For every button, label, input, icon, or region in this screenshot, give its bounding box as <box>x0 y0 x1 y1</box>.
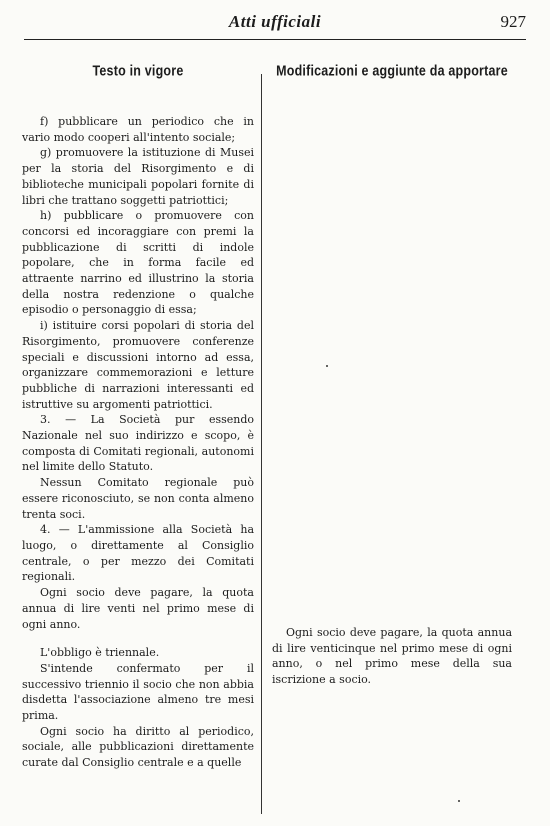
article-4: 4. — L'ammissione alla Società ha luogo, o direttamente al Consiglio centrale, o per mezzo dei Comitati regionali. <box>22 523 254 584</box>
article-4-fee-current: Ogni socio deve pagare, la quota annua di lire venti nel primo mese di ogni anno. <box>22 586 254 631</box>
running-title: Atti ufficiali <box>228 12 322 31</box>
print-speck <box>458 800 460 802</box>
article-3: 3. — La Società pur essendo Nazionale nel suo indirizzo e scopo, è composta di Comitati regionali, autonomi nel limite dello Statuto. <box>22 413 254 474</box>
header-rule <box>24 39 526 40</box>
clause-i: i) istituire corsi popolari di storia del Risorgimento, promuovere conferenze speciali e discussioni intorno ad essa, organizzare commemorazioni e letture pubbliche di narrazioni interessanti ed istruttive su argomenti patriottici. <box>22 319 254 411</box>
clause-f: f) pubblicare un periodico che in vario modo cooperi all'intento sociale; <box>22 115 254 144</box>
clause-g: g) promuovere la istituzione di Musei per la storia del Risorgimento e di biblioteche municipali popolari fornite di libri che trattano soggetti patriottici; <box>22 146 254 207</box>
left-column-heading: Testo in vigore <box>92 62 184 80</box>
left-column <box>22 64 254 771</box>
right-column-heading: Modificazioni e aggiunte da apportare <box>276 62 508 80</box>
article-3-paragraph-2: Nessun Comitato regionale può essere riconosciuto, se non conta almeno trenta soci. <box>22 476 254 521</box>
paragraph-gap <box>22 632 254 645</box>
page-number: 927 <box>500 12 526 31</box>
member-rights: Ogni socio ha diritto al periodico, sociale, alle pubblicazioni direttamente curate dal Consiglio centrale e a quelle <box>22 724 254 770</box>
column-divider <box>261 74 262 814</box>
right-column <box>272 64 512 78</box>
renewal-clause: S'intende confermato per il successivo triennio il socio che non abbia disdetta l'associazione almeno tre mesi prima. <box>22 661 254 723</box>
obligation-triennial: L'obbligo è triennale. <box>40 646 160 660</box>
article-4-fee-amended: Ogni socio deve pagare, la quota annua di lire venticinque nel primo mese di ogni anno, o nel primo mese della sua iscrizione a socio. <box>272 626 512 687</box>
page-header <box>24 6 526 38</box>
clause-h: h) pubblicare o promuovere con concorsi ed incoraggiare con premi la pubblicazione di scritti di indole popolare, che in forma facile ed attraente narrino ed illustrino la storia della nostra redenzione o qualche episodio o personaggio di essa; <box>22 209 254 317</box>
print-speck <box>326 365 328 367</box>
